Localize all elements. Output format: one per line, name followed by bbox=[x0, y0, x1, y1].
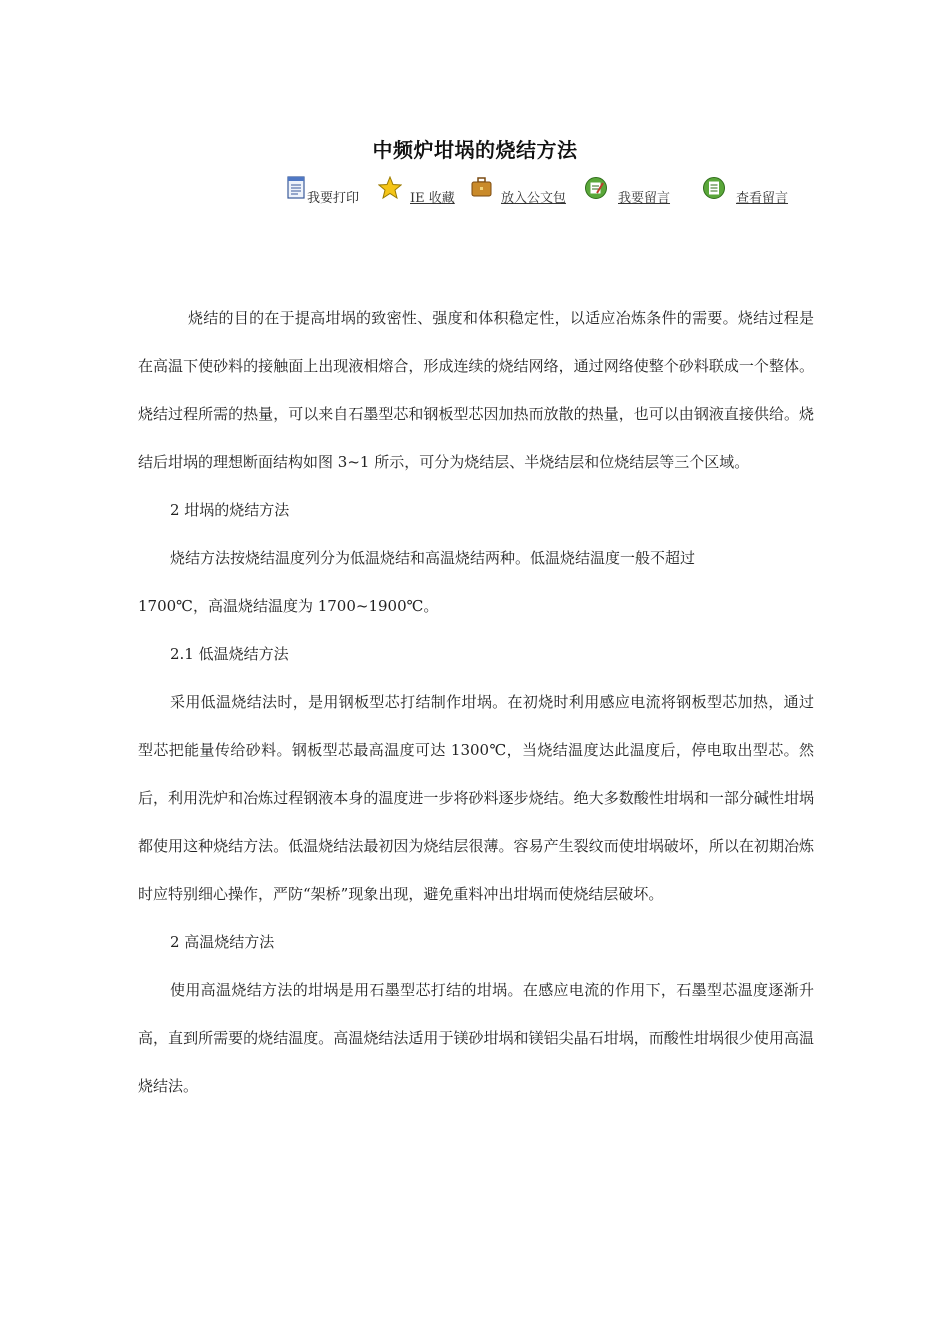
briefcase-icon bbox=[470, 176, 494, 200]
article-body bbox=[138, 294, 814, 1110]
print-label: 我要打印 bbox=[307, 191, 360, 206]
paragraph: 使用高温烧结方法的坩埚是用石墨型芯打结的坩埚。在感应电流的作用下，石墨型芯温度逐渐升高，直到所需要的烧结温度。高温烧结法适用于镁砂坩埚和镁铝尖晶石坩埚，而酸性坩埚很少使用高温烧结法。 bbox=[138, 981, 814, 1095]
section-heading: 2.1 低温烧结方法 bbox=[170, 645, 289, 663]
view-messages-label[interactable]: 查看留言 bbox=[736, 191, 789, 206]
paragraph: 1700℃，高温烧结温度为 1700~1900℃。 bbox=[138, 597, 439, 615]
paragraph: 烧结方法按烧结温度列分为低温烧结和高温烧结两种。低温烧结温度一般不超过 bbox=[170, 549, 696, 567]
paragraph: 烧结的目的在于提高坩埚的致密性、强度和体积稳定性，以适应冶炼条件的需要。烧结过程是在高温下使砂料的接触面上出现液相熔合，形成连续的烧结网络，通过网络使整个砂料联成一个整体。烧结过程所需的热量，可以来自石墨型芯和钢板型芯因加热而放散的热量，也可以由钢液直接供给。烧结后坩埚的理想断面结构如图 3~1 所示，可分为烧结层、半烧结层和位烧结层等三个区域。 bbox=[138, 309, 814, 471]
document-title: 中频炉坩埚的烧结方法 bbox=[372, 138, 578, 162]
add-to-briefcase-label[interactable]: 放入公文包 bbox=[501, 191, 567, 206]
leave-message-icon bbox=[584, 176, 608, 200]
star-icon bbox=[378, 176, 402, 200]
view-messages-icon bbox=[702, 176, 726, 200]
section-heading: 2 高温烧结方法 bbox=[170, 933, 275, 951]
leave-message-label[interactable]: 我要留言 bbox=[618, 191, 671, 206]
section-heading: 2 坩埚的烧结方法 bbox=[170, 501, 290, 519]
paragraph: 采用低温烧结法时，是用钢板型芯打结制作坩埚。在初烧时利用感应电流将钢板型芯加热，通过型芯把能量传给砂料。钢板型芯最高温度可达 1300℃，当烧结温度达此温度后，停电取出型芯。然后，利用洗炉和冶炼过程钢液本身的温度进一步将砂料逐步烧结。绝大多数酸性坩埚和一部分碱性坩埚都使用这种烧结方法。低温烧结法最初因为烧结层很薄。容易产生裂纹而使坩埚破坏，所以在初期冶炼时应特别细心操作，严防“架桥”现象出现，避免重料冲出坩埚而使烧结层破坏。 bbox=[138, 693, 814, 903]
ie-favorite-label[interactable]: IE 收藏 bbox=[410, 191, 455, 206]
